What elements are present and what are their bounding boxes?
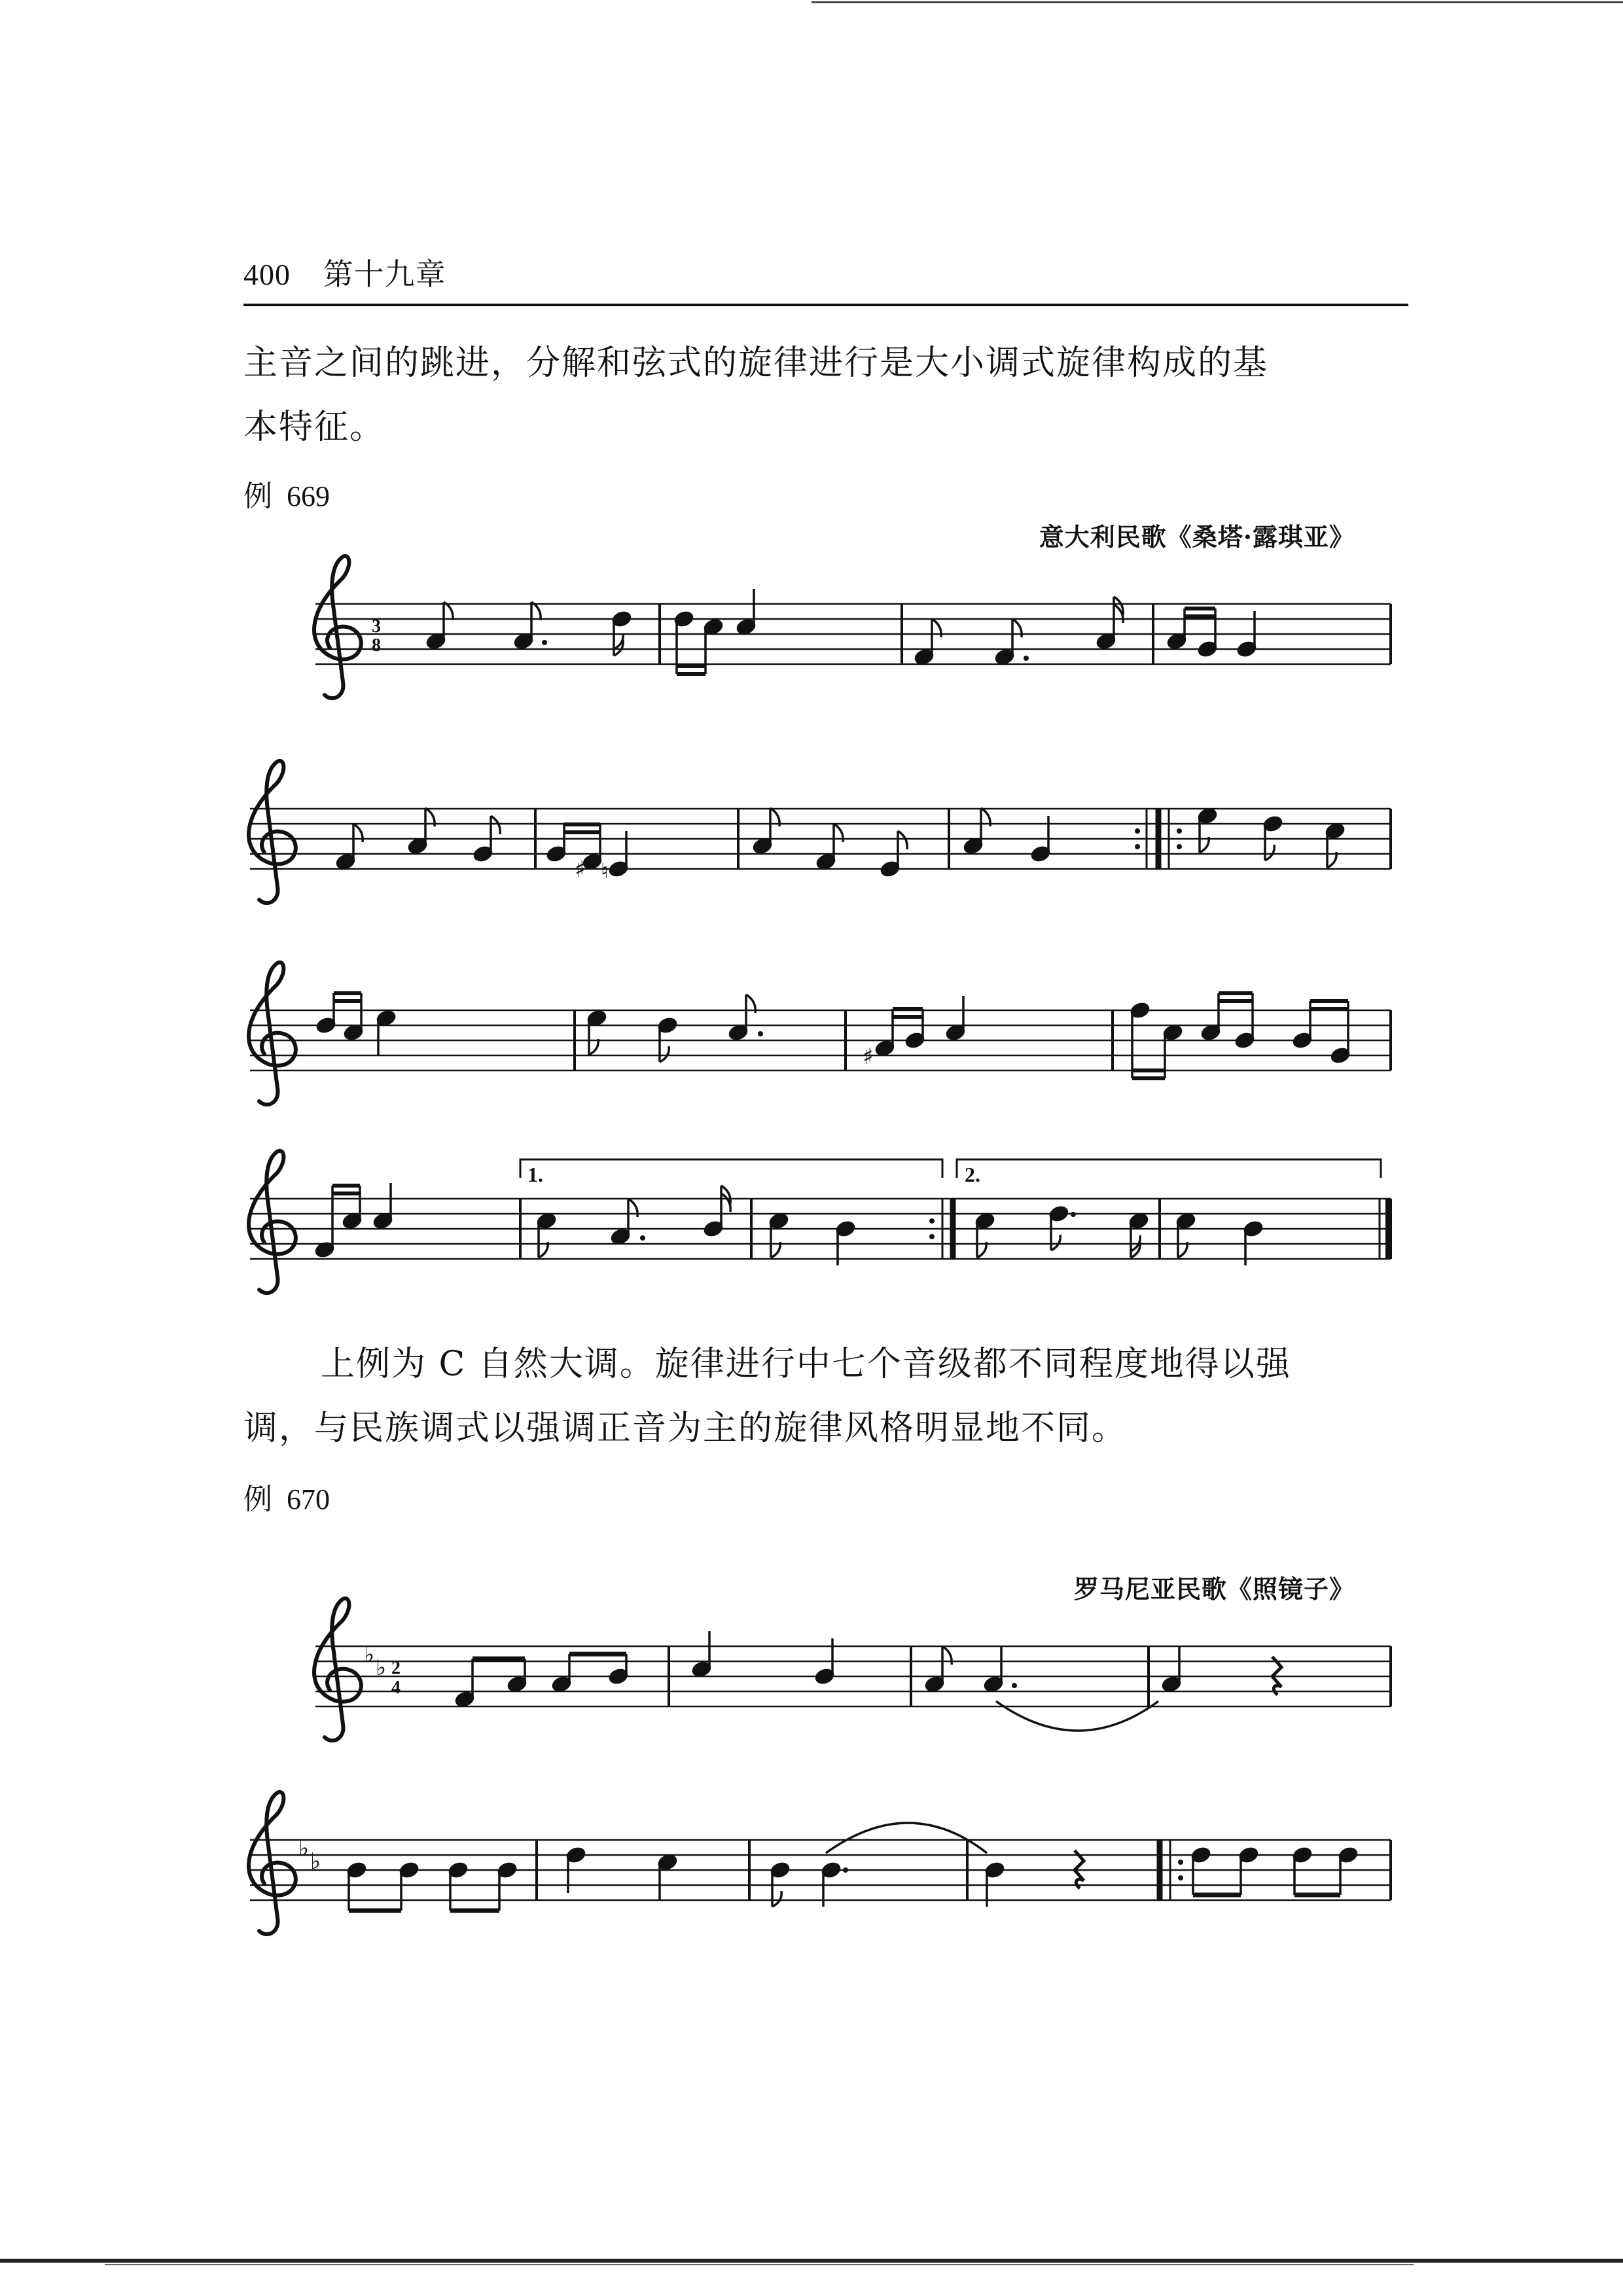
treble-clef bbox=[314, 556, 361, 698]
treble-clef bbox=[249, 1792, 296, 1934]
notes-670-1 bbox=[455, 1631, 1281, 1731]
example-670-number: 670 bbox=[287, 1483, 330, 1515]
paragraph-1-line-2: 本特征。 bbox=[243, 408, 385, 447]
volta-1 bbox=[520, 1159, 942, 1186]
page-number: 400 bbox=[243, 258, 291, 291]
chapter-title: 第十九章 bbox=[323, 256, 446, 292]
svg-text:8: 8 bbox=[372, 635, 381, 656]
example-670-prefix: 例 bbox=[243, 1483, 272, 1516]
paragraph-1 bbox=[243, 331, 1408, 459]
repeat-start bbox=[1135, 809, 1182, 869]
example-669-source: 意大利民歌《桑塔·露琪亚》 bbox=[1039, 522, 1355, 552]
example-669-number: 669 bbox=[287, 480, 330, 512]
paragraph-1-line-1: 主音之间的跳进，分解和弦式的旋律进行是大小调式旋律构成的基 bbox=[243, 344, 1269, 383]
staff-669-3 bbox=[249, 963, 1391, 1104]
staff-670-1 bbox=[314, 1598, 1391, 1740]
svg-text:♭: ♭ bbox=[376, 1655, 387, 1681]
paragraph-2-line-1: 上例为 C 自然大调。旋律进行中七个音级都不同程度地得以强 bbox=[321, 1345, 1291, 1384]
bottom-edge-rule-thin bbox=[105, 2264, 1414, 2265]
header-rule bbox=[243, 304, 1408, 306]
treble-clef bbox=[249, 1151, 296, 1293]
staff-669-1 bbox=[314, 556, 1391, 698]
svg-text:♭: ♭ bbox=[298, 1835, 310, 1862]
treble-clef bbox=[249, 963, 296, 1104]
volta-2 bbox=[957, 1159, 1381, 1186]
example-670-source: 罗马尼亚民歌《照镜子》 bbox=[1073, 1574, 1355, 1604]
notes-669-3 bbox=[316, 993, 1351, 1078]
example-669-prefix: 例 bbox=[243, 480, 272, 513]
bottom-edge-rule bbox=[0, 2259, 1623, 2263]
svg-text:♭: ♭ bbox=[364, 1642, 375, 1668]
staff-669-2 bbox=[249, 761, 1391, 903]
notes-670-2 bbox=[347, 1823, 1359, 1911]
treble-clef bbox=[314, 1598, 361, 1740]
staff-670-2 bbox=[249, 1792, 1391, 1934]
repeat-end bbox=[929, 1199, 953, 1259]
page-header bbox=[243, 251, 446, 294]
svg-text:♮: ♮ bbox=[601, 858, 609, 883]
notes-669-2 bbox=[336, 807, 1346, 883]
svg-text:♯: ♯ bbox=[863, 1044, 874, 1070]
svg-text:3: 3 bbox=[372, 616, 381, 637]
svg-text:4: 4 bbox=[391, 1678, 401, 1698]
svg-text:♭: ♭ bbox=[310, 1848, 321, 1875]
svg-text:♯: ♯ bbox=[575, 857, 586, 883]
notes-669-4 bbox=[315, 1183, 1264, 1265]
notes-669-1 bbox=[426, 589, 1257, 674]
paragraph-2 bbox=[243, 1332, 1408, 1460]
paragraph-2-line-2: 调，与民族调式以强调正音为主的旋律风格明显地不同。 bbox=[243, 1409, 1128, 1448]
svg-text:2: 2 bbox=[391, 1658, 401, 1678]
treble-clef bbox=[249, 761, 296, 903]
top-edge-rule bbox=[812, 1, 1623, 3]
example-670-label bbox=[243, 1475, 330, 1517]
final-barline bbox=[1380, 1199, 1389, 1259]
example-669-label bbox=[243, 472, 330, 514]
staff-669-4 bbox=[249, 1151, 1391, 1293]
svg-text:2.: 2. bbox=[965, 1163, 980, 1186]
svg-text:1.: 1. bbox=[527, 1163, 543, 1186]
repeat-start bbox=[1160, 1840, 1183, 1900]
